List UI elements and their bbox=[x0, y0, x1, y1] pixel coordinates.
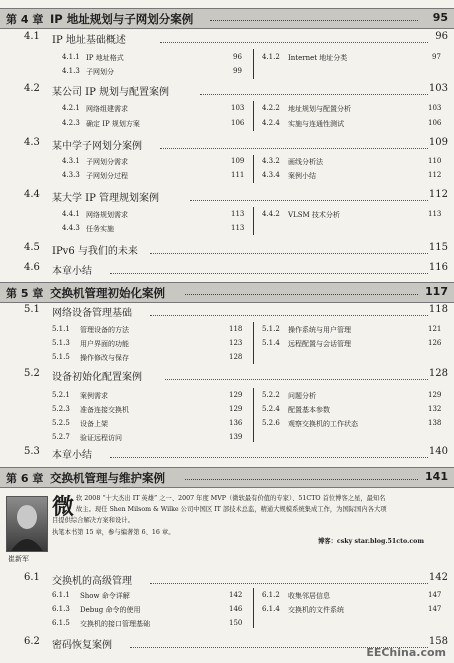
sub-title: 子网划分过程 bbox=[86, 172, 128, 180]
sub-page: 113 bbox=[231, 224, 245, 232]
sub-number: 6.1.1 bbox=[52, 591, 70, 599]
sub-page: 147 bbox=[428, 591, 442, 599]
sub-title: 案例需求 bbox=[80, 392, 108, 400]
section-number: 5.2 bbox=[24, 368, 40, 379]
section-page: 158 bbox=[428, 636, 448, 647]
sub-page: 112 bbox=[428, 171, 442, 179]
section-title: IPv6 与我们的未来 bbox=[52, 246, 138, 257]
sub-title: 网络组建需求 bbox=[86, 105, 128, 113]
section-page: 109 bbox=[428, 137, 448, 148]
sub-page: 113 bbox=[231, 210, 245, 218]
sub-page: 136 bbox=[229, 419, 243, 427]
sub-number: 5.2.1 bbox=[52, 391, 70, 399]
sub-page: 103 bbox=[231, 104, 245, 112]
sub-page: 111 bbox=[231, 171, 245, 179]
sub-title: 交换机的文件系统 bbox=[288, 606, 344, 614]
section-number: 6.2 bbox=[24, 636, 40, 647]
sub-number: 5.2.2 bbox=[262, 391, 280, 399]
sub-page: 106 bbox=[428, 119, 442, 127]
section-title: 某公司 IP 规划与配置案例 bbox=[52, 87, 170, 98]
sub-page: 106 bbox=[231, 119, 245, 127]
sub-title: 交换机的接口管理基础 bbox=[80, 620, 150, 628]
sub-number: 5.1.4 bbox=[262, 339, 280, 347]
sub-title: 远程配置与会话管理 bbox=[288, 340, 351, 348]
sub-page: 96 bbox=[233, 53, 242, 61]
sub-number: 6.1.5 bbox=[52, 619, 70, 627]
sub-page: 147 bbox=[428, 605, 442, 613]
sub-number: 4.2.4 bbox=[262, 119, 280, 127]
sub-page: 118 bbox=[229, 325, 243, 333]
section-number: 5.3 bbox=[24, 446, 40, 457]
sub-number: 5.2.3 bbox=[52, 405, 70, 413]
sub-title: 观察交换机的工作状态 bbox=[288, 420, 358, 428]
sub-page: 139 bbox=[229, 433, 243, 441]
sub-number: 4.1.3 bbox=[62, 67, 80, 75]
sub-title: 画线分析法 bbox=[288, 158, 323, 166]
section-title: IP 地址基础概述 bbox=[52, 35, 126, 46]
sub-title: Show 命令详解 bbox=[80, 592, 130, 600]
sub-number: 4.2.1 bbox=[62, 104, 80, 112]
chapter-number: 第 6 章 bbox=[6, 472, 44, 485]
sub-title: 实施与连通性测试 bbox=[288, 120, 344, 128]
sub-number: 4.3.1 bbox=[62, 157, 80, 165]
sub-page: 121 bbox=[428, 325, 442, 333]
sub-title: 案例小结 bbox=[288, 172, 316, 180]
sub-title: 管理设备的方法 bbox=[80, 326, 129, 334]
chapter-page: 95 bbox=[432, 11, 448, 24]
sub-page: 110 bbox=[428, 157, 442, 165]
sub-page: 113 bbox=[428, 210, 442, 218]
sub-page: 138 bbox=[428, 419, 442, 427]
chapter-page: 117 bbox=[425, 285, 448, 298]
chapter-title: 交换机管理初始化案例 bbox=[50, 286, 165, 300]
sub-title: 子网划分需求 bbox=[86, 158, 128, 166]
section-page: 96 bbox=[435, 31, 448, 42]
section-number: 4.5 bbox=[24, 242, 40, 253]
section-page: 112 bbox=[428, 189, 448, 200]
sub-title: VLSM 技术分析 bbox=[288, 211, 340, 219]
sub-number: 5.2.5 bbox=[52, 419, 70, 427]
section-number: 4.3 bbox=[24, 137, 40, 148]
sub-title: 任务实施 bbox=[86, 225, 114, 233]
sub-title: 收集邻居信息 bbox=[288, 592, 330, 600]
sub-title: 操作修改与保存 bbox=[80, 354, 129, 362]
chapter-number: 第 4 章 bbox=[6, 13, 44, 26]
section-title: 某大学 IP 管理规划案例 bbox=[52, 193, 160, 204]
sub-title: 配置基本参数 bbox=[288, 406, 330, 414]
author-photo bbox=[6, 496, 48, 552]
author-name: 崔新军 bbox=[8, 555, 29, 563]
sub-title: 问题分析 bbox=[288, 392, 316, 400]
section-number: 4.6 bbox=[24, 262, 40, 273]
section-title: 设备初始化配置案例 bbox=[52, 372, 142, 383]
chapter-page: 141 bbox=[425, 470, 448, 483]
section-number: 5.1 bbox=[24, 304, 40, 315]
chapter-header-4 bbox=[0, 8, 454, 29]
sub-page: 129 bbox=[428, 391, 442, 399]
sub-page: 123 bbox=[229, 339, 243, 347]
sub-title: IP 地址格式 bbox=[86, 54, 124, 62]
bio-line-1: 软 2008 “十大杰出 IT 英雄” 之一、2007 年度 MVP（微软最有价值的专家）、51CTO 首位博客之星，最知名 bbox=[76, 495, 386, 502]
sub-number: 5.1.5 bbox=[52, 353, 70, 361]
section-number: 4.1 bbox=[24, 31, 40, 42]
sub-number: 4.2.3 bbox=[62, 119, 80, 127]
section-title: 本章小结 bbox=[52, 450, 92, 461]
sub-page: 129 bbox=[229, 405, 243, 413]
section-number: 4.2 bbox=[24, 83, 40, 94]
sub-title: Debug 命令的使用 bbox=[80, 606, 141, 614]
sub-number: 4.3.2 bbox=[262, 157, 280, 165]
sub-number: 4.4.2 bbox=[262, 210, 280, 218]
section-page: 140 bbox=[428, 446, 448, 457]
section-page: 128 bbox=[428, 368, 448, 379]
bio-line-2: 故主。现任 Shen Milsom & Wilke 公司中国区 IT 部技术总监，精通大规模系统集成工作，为国际国内各大项 bbox=[76, 506, 387, 513]
sub-number: 4.3.4 bbox=[262, 171, 280, 179]
blog-link[interactable]: 博客：csky star.blog.51cto.com bbox=[318, 538, 425, 545]
chapter-title: IP 地址规划与子网划分案例 bbox=[50, 12, 194, 26]
sub-page: 142 bbox=[229, 591, 243, 599]
sub-number: 6.1.3 bbox=[52, 605, 70, 613]
sub-page: 132 bbox=[428, 405, 442, 413]
chapter-title: 交换机管理与维护案例 bbox=[50, 471, 165, 485]
sub-title: 确定 IP 规划方案 bbox=[86, 120, 140, 128]
sub-number: 5.2.7 bbox=[52, 433, 70, 441]
section-title: 网络设备管理基础 bbox=[52, 308, 132, 319]
sub-title: 用户界面的功能 bbox=[80, 340, 129, 348]
sub-page: 99 bbox=[233, 67, 242, 75]
sub-number: 5.2.4 bbox=[262, 405, 280, 413]
sub-number: 4.3.3 bbox=[62, 171, 80, 179]
sub-number: 5.1.1 bbox=[52, 325, 70, 333]
section-page: 115 bbox=[428, 242, 448, 253]
sub-title: Internet 地址分类 bbox=[288, 54, 348, 62]
bio-line-4: 执笔本书第 15 章，参与编著第 6、16 章。 bbox=[52, 529, 175, 536]
sub-title: 操作系统与用户管理 bbox=[288, 326, 351, 334]
sub-page: 129 bbox=[229, 391, 243, 399]
sub-page: 109 bbox=[231, 157, 245, 165]
sub-number: 4.2.2 bbox=[262, 104, 280, 112]
bio-line-3: 目提供综合解决方案和设计。 bbox=[52, 517, 134, 524]
sub-number: 4.1.2 bbox=[262, 53, 280, 61]
chapter-header-6 bbox=[0, 467, 454, 488]
portrait-icon bbox=[7, 497, 47, 551]
sub-number: 5.2.6 bbox=[262, 419, 280, 427]
section-number: 6.1 bbox=[24, 572, 40, 583]
sub-page: 146 bbox=[229, 605, 243, 613]
sub-title: 验证远程访问 bbox=[80, 434, 122, 442]
sub-number: 6.1.4 bbox=[262, 605, 280, 613]
sub-title: 设备上架 bbox=[80, 420, 108, 428]
sub-page: 103 bbox=[428, 104, 442, 112]
bio-initial: 微 bbox=[52, 494, 75, 520]
sub-page: 128 bbox=[229, 353, 243, 361]
section-page: 103 bbox=[428, 83, 448, 94]
section-page: 142 bbox=[428, 572, 448, 583]
sub-page: 97 bbox=[432, 53, 441, 61]
sub-number: 4.1.1 bbox=[62, 53, 80, 61]
watermark: EEChina.com bbox=[366, 646, 446, 659]
sub-title: 准备连接交换机 bbox=[80, 406, 129, 414]
section-page: 116 bbox=[428, 262, 448, 273]
section-page: 118 bbox=[428, 304, 448, 315]
sub-page: 126 bbox=[428, 339, 442, 347]
section-title: 交换机的高级管理 bbox=[52, 576, 132, 587]
sub-number: 4.4.3 bbox=[62, 224, 80, 232]
chapter-header-5 bbox=[0, 282, 454, 303]
sub-number: 5.1.2 bbox=[262, 325, 280, 333]
sub-title: 网络规划需求 bbox=[86, 211, 128, 219]
sub-page: 150 bbox=[229, 619, 243, 627]
sub-number: 6.1.2 bbox=[262, 591, 280, 599]
section-title: 密码恢复案例 bbox=[52, 640, 112, 651]
sub-title: 子网划分 bbox=[86, 68, 114, 76]
sub-title: 地址规划与配置分析 bbox=[288, 105, 351, 113]
section-title: 某中学子网划分案例 bbox=[52, 141, 142, 152]
sub-number: 5.1.3 bbox=[52, 339, 70, 347]
section-title: 本章小结 bbox=[52, 266, 92, 277]
sub-number: 4.4.1 bbox=[62, 210, 80, 218]
section-number: 4.4 bbox=[24, 189, 40, 200]
chapter-number: 第 5 章 bbox=[6, 287, 44, 300]
